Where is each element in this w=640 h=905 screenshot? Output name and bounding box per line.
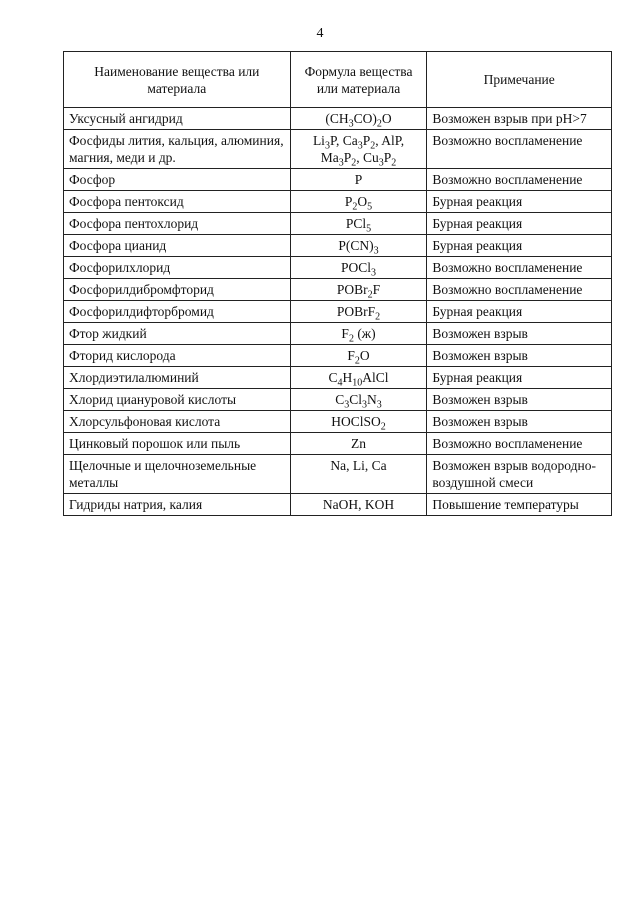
table-row — [64, 108, 612, 130]
substance-name-cell: Цинковый порошок или пыль — [64, 433, 291, 455]
note-cell: Возможен взрыв — [427, 411, 612, 433]
table-row — [64, 411, 612, 433]
table-row — [64, 279, 612, 301]
formula-cell: $P_2O_5$ — [290, 191, 427, 213]
table-row — [64, 169, 612, 191]
note-cell: Бурная реакция — [427, 235, 612, 257]
formula-cell: Zn — [290, 433, 427, 455]
note-cell: Возможно воспламенение — [427, 130, 612, 169]
table-row — [64, 389, 612, 411]
note-cell: Бурная реакция — [427, 213, 612, 235]
header-substance-name: Наименование вещества или материала — [64, 52, 291, 108]
formula-cell: HOClSO$_2$ — [290, 411, 427, 433]
note-cell: Возможно воспламенение — [427, 279, 612, 301]
substance-name-cell: Фосфиды лития, кальция, алюминия, магния, меди и др. — [64, 130, 291, 169]
substance-name-cell: Хлорид циануровой кислоты — [64, 389, 291, 411]
note-cell: Бурная реакция — [427, 367, 612, 389]
formula-cell: $F_2O$ — [290, 345, 427, 367]
note-cell: Возможно воспламенение — [427, 257, 612, 279]
note-cell: Бурная реакция — [427, 301, 612, 323]
table-row — [64, 433, 612, 455]
formula-cell: $Li_3P$, $Ca_3P_2$, AlP, $Ma_3P_2$, $Cu_3P_2$ — [290, 130, 427, 169]
substance-name-cell: Фторид кислорода — [64, 345, 291, 367]
formula-cell: $C_3Cl_3N_3$ — [290, 389, 427, 411]
substance-name-cell: Фосфорилдифторбромид — [64, 301, 291, 323]
formula-cell: NaOH, KOH — [290, 494, 427, 516]
substance-name-cell: Фтор жидкий — [64, 323, 291, 345]
note-cell: Возможен взрыв при pH>7 — [427, 108, 612, 130]
formula-cell: $(CH_3CO)_2O$ — [290, 108, 427, 130]
substance-name-cell: Фосфорилдибромфторид — [64, 279, 291, 301]
note-cell: Возможно воспламенение — [427, 433, 612, 455]
substance-name-cell: Фосфора цианид — [64, 235, 291, 257]
formula-cell: P — [290, 169, 427, 191]
hazardous-substances-table — [63, 51, 612, 516]
table-row — [64, 235, 612, 257]
note-cell: Возможен взрыв водородно-воздушной смеси — [427, 455, 612, 494]
substance-name-cell: Щелочные и щелочноземельные металлы — [64, 455, 291, 494]
substance-name-cell: Фосфорилхлорид — [64, 257, 291, 279]
formula-cell: $P(CN)_3$ — [290, 235, 427, 257]
substance-name-cell: Гидриды натрия, калия — [64, 494, 291, 516]
note-cell: Возможен взрыв — [427, 323, 612, 345]
table-row — [64, 455, 612, 494]
table-row — [64, 257, 612, 279]
table-row — [64, 191, 612, 213]
table-row — [64, 323, 612, 345]
note-cell: Возможно воспламенение — [427, 169, 612, 191]
substance-name-cell: Хлордиэтилалюминий — [64, 367, 291, 389]
formula-cell: $F_2$ (ж) — [290, 323, 427, 345]
formula-cell: POBrF$_2$ — [290, 301, 427, 323]
note-cell: Бурная реакция — [427, 191, 612, 213]
table-row — [64, 130, 612, 169]
formula-cell: POBr$_2$F — [290, 279, 427, 301]
substance-name-cell: Фосфора пентоксид — [64, 191, 291, 213]
table-row — [64, 213, 612, 235]
table-body — [64, 108, 612, 516]
table-row — [64, 345, 612, 367]
substance-name-cell: Уксусный ангидрид — [64, 108, 291, 130]
note-cell: Возможен взрыв — [427, 389, 612, 411]
page-number: 4 — [316, 26, 324, 41]
header-note: Примечание — [427, 52, 612, 108]
table-row — [64, 494, 612, 516]
formula-cell: PCl$_5$ — [290, 213, 427, 235]
substance-name-cell: Фосфор — [64, 169, 291, 191]
table-header-row — [64, 52, 612, 108]
substance-name-cell: Фосфора пентохлорид — [64, 213, 291, 235]
table-row — [64, 367, 612, 389]
header-formula: Формула вещества или материала — [290, 52, 427, 108]
note-cell: Возможен взрыв — [427, 345, 612, 367]
formula-cell: POCl$_3$ — [290, 257, 427, 279]
formula-cell: $C_4H_{10}AlCl$ — [290, 367, 427, 389]
substance-name-cell: Хлорсульфоновая кислота — [64, 411, 291, 433]
formula-cell: Na, Li, Ca — [290, 455, 427, 494]
table-row — [64, 301, 612, 323]
note-cell: Повышение температуры — [427, 494, 612, 516]
